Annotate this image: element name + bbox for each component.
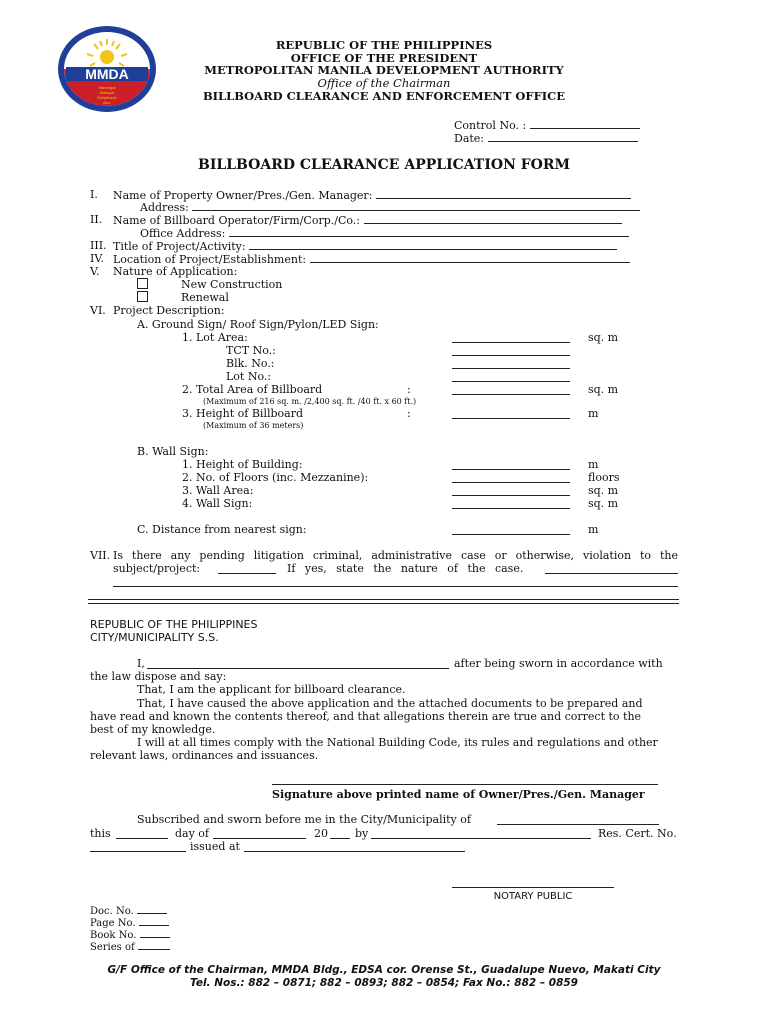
distance-unit: m: [588, 523, 599, 536]
jurat-by-input[interactable]: [371, 828, 591, 839]
oath-republic: REPUBLIC OF THE PHILIPPINES: [90, 618, 258, 631]
distance-label: C. Distance from nearest sign:: [137, 523, 307, 536]
jurat-year-prefix: 20: [314, 827, 328, 840]
billboard-height-note: (Maximum of 36 meters): [203, 421, 304, 430]
new-construction-checkbox[interactable]: [137, 278, 148, 289]
new-construction-label: New Construction: [181, 278, 283, 291]
operator-name-label: Name of Billboard Operator/Firm/Corp./Co.:: [113, 214, 360, 227]
billboard-height-input[interactable]: [452, 408, 570, 419]
lot-no-input[interactable]: [452, 371, 570, 382]
control-no-label: Control No. :: [454, 119, 527, 132]
wall-area-input[interactable]: [452, 485, 570, 496]
control-no-field[interactable]: [454, 118, 640, 132]
notary-public-caption: NOTARY PUBLIC: [493, 891, 573, 902]
lot-no-label: Lot No.:: [226, 370, 272, 383]
section-vi-num: VI.: [90, 304, 106, 317]
project-title-label: Title of Project/Activity:: [113, 240, 246, 253]
wall-area-label: 3. Wall Area:: [182, 484, 254, 497]
project-title-field[interactable]: [113, 239, 617, 253]
section-i-num: I.: [90, 188, 98, 201]
section-v-num: V.: [90, 265, 100, 278]
issued-at-input[interactable]: [244, 841, 465, 852]
floors-input[interactable]: [452, 472, 570, 483]
oath-paragraph-2-line2: have read and known the contents thereof, and that allegations therein are true and correct to the: [90, 710, 642, 723]
jurat-day-of-label: day of: [175, 827, 210, 840]
series-field[interactable]: [90, 940, 170, 953]
logo-motto-1: Marangal: [98, 85, 116, 90]
page-no-label: Page No.: [90, 918, 136, 929]
notary-signature-line[interactable]: [452, 877, 614, 888]
oath-paragraph-3-line2: relevant laws, ordinances and issuances.: [90, 749, 319, 762]
blk-no-input[interactable]: [452, 358, 570, 369]
lot-area-input[interactable]: [452, 332, 570, 343]
jurat-subscribed-text: Subscribed and sworn before me in the City/Municipality of: [137, 813, 471, 826]
billboard-area-label: 2. Total Area of Billboard: [182, 383, 323, 396]
series-label: Series of: [90, 942, 135, 953]
affiant-name-input[interactable]: [147, 658, 449, 669]
header-bceo: BILLBOARD CLEARANCE AND ENFORCEMENT OFFICE: [202, 89, 566, 103]
wall-area-unit: sq. m: [588, 484, 619, 497]
project-location-field[interactable]: [113, 252, 630, 266]
logo-motto-3: Disiplinado: [97, 95, 117, 100]
owner-address-label: Address:: [140, 201, 189, 214]
date-label: Date:: [454, 132, 485, 145]
operator-address-field[interactable]: [140, 226, 629, 240]
project-description-label: Project Description:: [113, 304, 225, 317]
tct-no-label: TCT No.:: [226, 344, 276, 357]
jurat-res-cert-label: Res. Cert. No.: [598, 827, 677, 840]
wall-sign-size-unit: sq. m: [588, 497, 619, 510]
renewal-label: Renewal: [181, 291, 229, 304]
ground-sign-label: A. Ground Sign/ Roof Sign/Pylon/LED Sign:: [137, 318, 379, 331]
oath-law-text: the law dispose and say:: [90, 670, 227, 683]
footer-address: G/F Office of the Chairman, MMDA Bldg., EDSA cor. Orense St., Guadalupe Nuevo, Makati City: [107, 964, 661, 976]
signature-line[interactable]: [272, 774, 658, 785]
form-title: BILLBOARD CLEARANCE APPLICATION FORM: [197, 157, 571, 173]
signature-caption: Signature above printed name of Owner/Pres./Gen. Manager: [272, 788, 645, 801]
res-cert-no-input[interactable]: [90, 841, 186, 852]
renewal-option[interactable]: [137, 291, 148, 305]
owner-name-label: Name of Property Owner/Pres./Gen. Manager:: [113, 189, 373, 202]
nature-of-application-label: Nature of Application:: [113, 265, 238, 278]
logo-motto-2: Matapat: [99, 90, 115, 95]
building-height-unit: m: [588, 458, 599, 471]
floors-unit: floors: [588, 471, 620, 484]
jurat-city-input[interactable]: [497, 814, 659, 825]
floors-label: 2. No. of Floors (inc. Mezzanine):: [182, 471, 369, 484]
operator-address-label: Office Address:: [140, 227, 226, 240]
renewal-checkbox[interactable]: [137, 291, 148, 302]
project-location-label: Location of Project/Establishment:: [113, 253, 307, 266]
building-height-label: 1. Height of Building:: [182, 458, 303, 471]
billboard-height-label: 3. Height of Billboard: [182, 407, 304, 420]
operator-name-field[interactable]: [113, 213, 622, 227]
blk-no-label: Blk. No.:: [226, 357, 275, 370]
lot-area-label: 1. Lot Area:: [182, 331, 248, 344]
distance-input[interactable]: [452, 524, 570, 535]
section-iv-num: IV.: [90, 252, 104, 265]
billboard-height-unit: m: [588, 407, 599, 420]
oath-city: CITY/MUNICIPALITY S.S.: [90, 631, 219, 644]
oath-sworn-text: after being sworn in accordance with: [454, 657, 663, 670]
jurat-by-label: by: [355, 827, 369, 840]
logo-acronym: MMDA: [85, 66, 129, 82]
jurat-issued-at-label: issued at: [190, 840, 240, 853]
doc-no-label: Doc. No.: [90, 906, 134, 917]
owner-address-field[interactable]: [140, 200, 640, 214]
litigation-nature-input[interactable]: [545, 563, 678, 574]
billboard-height-colon: :: [407, 407, 411, 420]
affiant-prefix: I,: [137, 657, 145, 670]
billboard-area-colon: :: [407, 383, 411, 396]
billboard-area-note: (Maximum of 216 sq. m. /2,400 sq. ft. /40 ft. x 60 ft.): [203, 397, 417, 406]
section-iii-num: III.: [90, 239, 107, 252]
lot-area-unit: sq. m: [588, 331, 619, 344]
litigation-answer-input[interactable]: [218, 563, 276, 574]
header-republic: REPUBLIC OF THE PHILIPPINES: [275, 38, 493, 52]
jurat-year-input[interactable]: [330, 828, 350, 839]
tct-no-input[interactable]: [452, 345, 570, 356]
new-construction-option[interactable]: [137, 278, 148, 292]
divider-top: [88, 599, 679, 600]
oath-paragraph-2-line1: That, I have caused the above application and the attached documents to be prepared and: [137, 697, 643, 710]
wall-sign-size-input[interactable]: [452, 498, 570, 509]
book-no-label: Book No.: [90, 930, 137, 941]
date-field[interactable]: [454, 131, 638, 145]
section-vii-num: VII.: [90, 549, 111, 562]
jurat-this-label: this: [90, 827, 111, 840]
section-ii-num: II.: [90, 213, 103, 226]
billboard-area-input[interactable]: [452, 384, 570, 395]
litigation-nature-input-cont[interactable]: [113, 576, 678, 587]
wall-sign-label: B. Wall Sign:: [137, 445, 209, 458]
oath-paragraph-2-line3: best of my knowledge.: [90, 723, 216, 736]
wall-sign-size-label: 4. Wall Sign:: [182, 497, 253, 510]
litigation-question-line2: subject/project:: [113, 562, 201, 575]
jurat-day-input[interactable]: [116, 828, 168, 839]
building-height-input[interactable]: [452, 459, 570, 470]
billboard-area-unit: sq. m: [588, 383, 619, 396]
litigation-nature-label: If yes, state the nature of the case.: [287, 562, 524, 575]
logo-motto-4: Ako.: [102, 100, 112, 105]
header-office-chairman: Office of the Chairman: [317, 76, 451, 90]
oath-paragraph-3-line1: I will at all times comply with the National Building Code, its rules and regulations and other: [137, 736, 658, 749]
header-mmda: METROPOLITAN MANILA DEVELOPMENT AUTHORITY: [204, 63, 564, 77]
oath-paragraph-1: That, I am the applicant for billboard clearance.: [137, 683, 406, 696]
litigation-question-line1: Is there any pending litigation criminal, administrative case or otherwise, violation to the: [113, 549, 678, 562]
footer-telephone: Tel. Nos.: 882 – 0871; 882 – 0893; 882 – 0854; Fax No.: 882 – 0859: [190, 977, 578, 989]
divider-bottom: [88, 603, 679, 604]
jurat-month-input[interactable]: [213, 828, 306, 839]
header-office-president: OFFICE OF THE PRESIDENT: [290, 51, 478, 65]
